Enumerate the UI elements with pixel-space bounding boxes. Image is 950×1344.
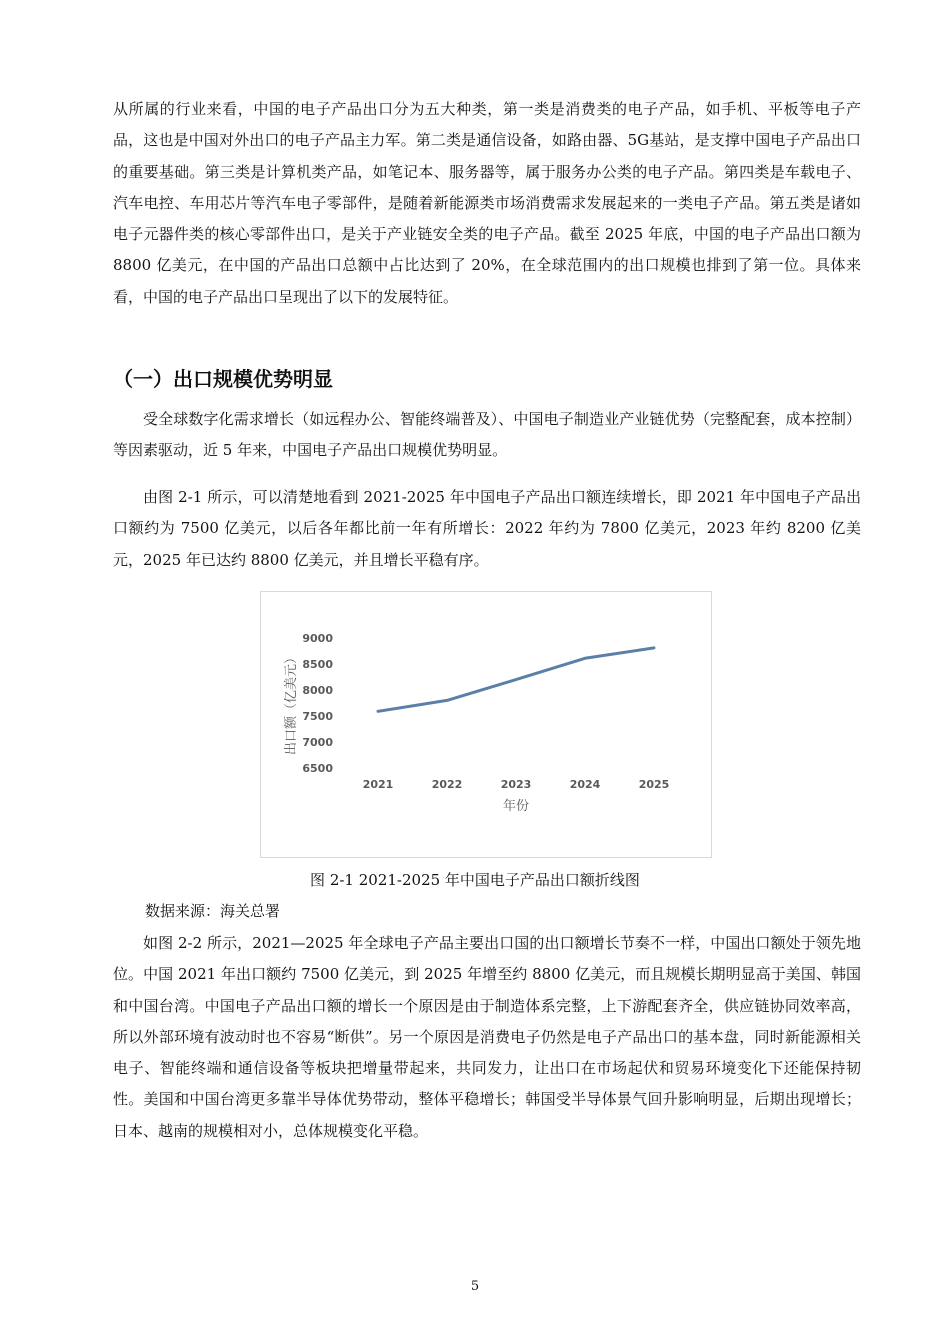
y-tick-label: 7000: [302, 736, 333, 749]
x-tick-label: 2022: [431, 778, 463, 791]
paragraph-industry-categories: 从所属的行业来看，中国的电子产品出口分为五大种类，第一类是消费类的电子产品，如手机、平板等电子产品，这也是中国对外出口的电子产品主力军。第二类是通信设备，如路由器、5G基站，是支撑中国电子产品出口的重要基础。第三类是计算机类产品，如笔记本、服务器等，属于服务办公类的电子产品。第四类是车载电子、汽车电控、车用芯片等汽车电子零部件，是随着新能源类市场消费需求发展起来的一类电子产品。第五类是诸如电子元器件类的核心零部件出口，是关于产业链安全类的电子产品。截至 2025 年底，中国的电子产品出口额为 8800 亿美元，在中国的产品出口总额中占比达到了 20%，在全球范围内的出口规模也排到了第一位。具体来看，中国的电子产品出口呈现出了以下的发展特征。: [113, 100, 861, 306]
x-tick-label: 2025: [638, 778, 670, 791]
x-axis-ticks: [363, 778, 670, 791]
data-source-note: 数据来源：海关总署: [145, 902, 281, 920]
y-tick-label: 8000: [302, 684, 333, 697]
x-tick-label: 2023: [500, 778, 532, 791]
series-line: [378, 648, 654, 711]
y-tick-label: 9000: [302, 632, 333, 645]
y-tick-label: 8500: [302, 658, 333, 671]
y-tick-label: 6500: [302, 762, 333, 775]
x-tick-label: 2021: [362, 778, 394, 791]
chart-canvas: [261, 592, 711, 857]
series-layer: [378, 648, 654, 711]
figure-caption: 图 2-1 2021-2025 年中国电子产品出口额折线图: [310, 871, 640, 889]
export-line-chart: [260, 591, 712, 858]
paragraph-figure-2-1-description: 由图 2-1 所示，可以清楚地看到 2021-2025 年中国电子产品出口额连续增长，即 2021 年中国电子产品出口额约为 7500 亿美元，以后各年都比前一年有所增长：2022 年约为 7800 亿美元，2023 年约 8200 亿美元，2025 年已达约 8800 亿美元，并且增长平稳有序。: [113, 488, 861, 569]
y-tick-label: 7500: [302, 710, 333, 723]
x-axis-title: 年份: [502, 799, 530, 814]
y-axis-ticks: [302, 632, 333, 775]
page-number: 5: [470, 1279, 480, 1294]
paragraph-figure-2-2-description: 如图 2-2 所示，2021—2025 年全球电子产品主要出口国的出口额增长节奏不一样，中国出口额处于领先地位。中国 2021 年出口额约 7500 亿美元，到 2025 年增至约 8800 亿美元，而且规模长期明显高于美国、韩国和中国台湾。中国电子产品出口额的增长一个原因是由于制造体系完整，上下游配套齐全，供应链协同效率高，所以外部环境有波动时也不容易“断供”。另一个原因是消费电子仍然是电子产品出口的基本盘，同时新能源相关电子、智能终端和通信设备等板块把增量带起来，共同发力，让出口在市场起伏和贸易环境变化下还能保持韧性。美国和中国台湾更多靠半导体优势带动，整体平稳增长；韩国受半导体景气回升影响明显，后期出现增长；日本、越南的规模相对小，总体规模变化平稳。: [113, 934, 862, 1140]
x-tick-label: 2024: [569, 778, 601, 791]
section-heading: （一）出口规模优势明显: [113, 367, 333, 391]
paragraph-scale-drivers: 受全球数字化需求增长（如远程办公、智能终端普及）、中国电子制造业产业链优势（完整配套，成本控制）等因素驱动，近 5 年来，中国电子产品出口规模优势明显。: [113, 410, 861, 460]
y-axis-title: 出口额（亿美元）: [284, 650, 299, 756]
